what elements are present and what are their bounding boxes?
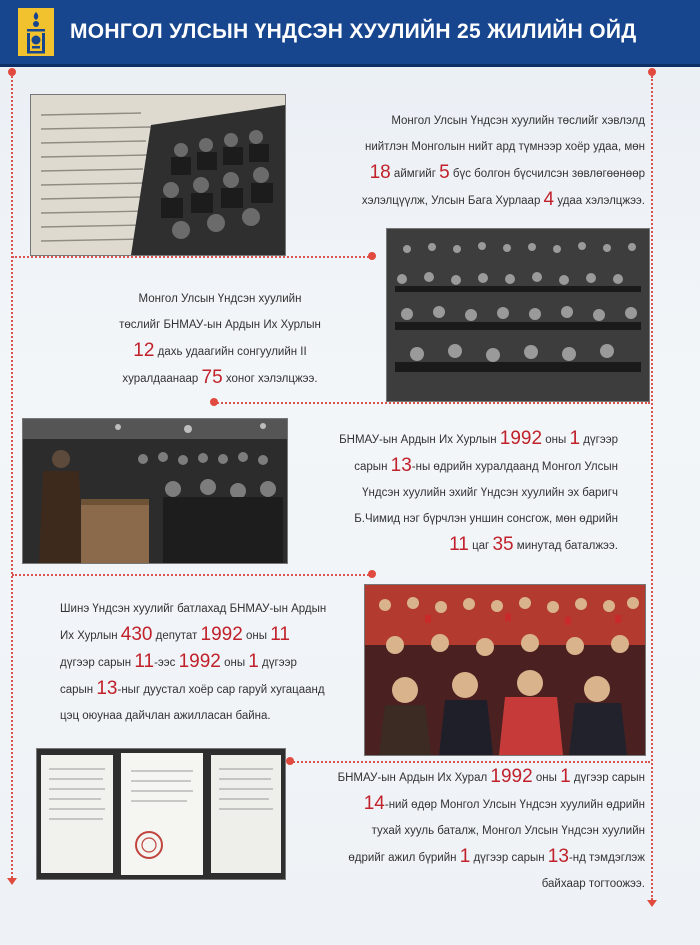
text-fragment: байхаар тогтоожээ. xyxy=(541,878,645,890)
text-fragment: дүгээр сарын xyxy=(60,657,135,669)
text-line xyxy=(70,365,370,392)
text-line xyxy=(300,108,645,134)
text-fragment: дүгээр xyxy=(580,434,618,446)
highlight-number: 5 xyxy=(439,162,450,183)
text-fragment: дахь удаагийн сонгуулийн II xyxy=(154,346,307,358)
highlight-number: 11 xyxy=(134,651,155,672)
text-line xyxy=(300,453,618,480)
text-line xyxy=(300,506,618,532)
text-line xyxy=(60,649,350,676)
highlight-number: 13 xyxy=(390,455,412,476)
text-line xyxy=(70,312,370,338)
text-fragment: төслийг БНМАУ-ын Ардын Их Хурлын xyxy=(119,319,321,331)
text-fragment: -ныг дуустал хоёр сар гаруй хугацаанд xyxy=(117,684,325,696)
text-line xyxy=(300,187,645,214)
timeline-dot xyxy=(648,68,656,76)
text-fragment: өдрийг ажил бүрийн xyxy=(348,852,460,864)
text-fragment: Их Хурлын xyxy=(60,630,121,642)
draft-document-meeting-photo xyxy=(30,94,286,256)
text-fragment: сарын xyxy=(354,461,391,473)
text-line xyxy=(70,286,370,312)
text-fragment: аймгийг xyxy=(390,168,440,180)
text-fragment: хоног хэлэлцжээ. xyxy=(222,373,318,385)
timeline-arrow-icon xyxy=(7,878,17,885)
text-line xyxy=(300,818,645,844)
text-fragment: Монгол Улсын Үндсэн хуулийн төслийг хэвлэлд xyxy=(391,115,645,127)
highlight-number: 12 xyxy=(133,340,155,361)
highlight-number: 11 xyxy=(449,534,469,555)
text-fragment: оны xyxy=(532,772,561,784)
text-line xyxy=(60,703,350,729)
text-fragment: цэц оюунаа дайчлан ажилласан байна. xyxy=(60,710,271,722)
speaker-podium-photo xyxy=(22,418,288,564)
text-fragment: БНМАУ-ын Ардын Их Хурал xyxy=(337,772,491,784)
text-line xyxy=(300,160,645,187)
text-fragment: Монгол Улсын Үндсэн хуулийн xyxy=(138,293,302,305)
text-fragment: цаг xyxy=(468,540,493,552)
text-block-5 xyxy=(300,764,645,897)
highlight-number: 1992 xyxy=(490,766,533,787)
text-block-4 xyxy=(60,596,350,729)
highlight-number: 1992 xyxy=(178,651,221,672)
text-block-3 xyxy=(300,426,618,559)
highlight-number: 1 xyxy=(248,651,259,672)
text-block-2 xyxy=(70,286,370,392)
text-fragment: -ээс xyxy=(154,657,179,669)
text-line xyxy=(60,622,350,649)
highlight-number: 18 xyxy=(369,162,391,183)
assembly-hall-photo xyxy=(386,228,650,402)
text-line xyxy=(300,791,645,818)
text-fragment: БНМАУ-ын Ардын Их Хурлын xyxy=(339,434,500,446)
text-fragment: минутад баталжээ. xyxy=(513,540,618,552)
page-title: МОНГОЛ УЛСЫН ҮНДСЭН ХУУЛИЙН 25 ЖИЛИЙН ОЙД xyxy=(70,20,637,43)
text-line xyxy=(300,764,645,791)
highlight-number: 1 xyxy=(459,846,471,867)
timeline-dot xyxy=(286,757,294,765)
highlight-number: 14 xyxy=(363,793,385,814)
timeline-dot xyxy=(368,252,376,260)
timeline-divider xyxy=(12,256,372,258)
text-fragment: депутат xyxy=(152,630,201,642)
text-fragment: дүгээр xyxy=(258,657,297,669)
text-fragment: -нд тэмдэглэж xyxy=(568,852,645,864)
highlight-number: 11 xyxy=(270,624,290,645)
text-fragment: дүгээр сарын xyxy=(570,772,645,784)
highlight-number: 75 xyxy=(201,367,223,388)
timeline-arrow-icon xyxy=(647,900,657,907)
text-fragment: хуралдаанаар xyxy=(122,373,202,385)
text-fragment: хэлэлцүүлж, Улсын Бага Хурлаар xyxy=(361,195,544,207)
timeline-left-line xyxy=(11,76,13,878)
highlight-number: 1 xyxy=(569,428,581,449)
highlight-number: 4 xyxy=(543,189,555,210)
text-line xyxy=(300,871,645,897)
timeline-divider xyxy=(290,761,650,763)
highlight-number: 1992 xyxy=(499,428,543,449)
text-fragment: Шинэ Үндсэн хуулийг батлахад БНМАУ-ын Ардын xyxy=(60,603,327,615)
law-document-photo xyxy=(36,748,286,880)
soyombo-emblem-icon xyxy=(18,8,54,56)
deputies-voting-photo xyxy=(364,584,646,756)
timeline-divider xyxy=(214,402,650,404)
text-fragment: -ны өдрийн хуралдаанд Монгол Улсын xyxy=(411,461,618,473)
text-line xyxy=(300,532,618,559)
text-fragment: оны xyxy=(542,434,570,446)
highlight-number: 13 xyxy=(547,846,569,867)
timeline-divider xyxy=(12,574,372,576)
text-fragment: дүгээр сарын xyxy=(470,852,548,864)
text-line xyxy=(300,134,645,160)
text-fragment: тухай хууль баталж, Монгол Улсын Үндсэн хуулийн xyxy=(371,825,645,837)
text-fragment: оны xyxy=(242,630,271,642)
text-fragment: оны xyxy=(220,657,249,669)
text-line xyxy=(70,338,370,365)
text-fragment: удаа хэлэлцжээ. xyxy=(554,195,645,207)
text-fragment: Б.Чимид нэг бүрчлэн уншин сонсгож, мөн өдрийн xyxy=(354,513,618,525)
text-line xyxy=(300,480,618,506)
highlight-number: 35 xyxy=(492,534,514,555)
highlight-number: 13 xyxy=(96,678,118,699)
text-block-1 xyxy=(300,108,645,214)
timeline-dot xyxy=(8,68,16,76)
text-line xyxy=(300,426,618,453)
text-fragment: нийтлэн Монголын нийт ард түмнээр хоёр удаа, мөн xyxy=(364,141,645,153)
text-fragment: Үндсэн хуулийн эхийг Үндсэн хуулийн эх баригч xyxy=(362,487,618,499)
header-banner xyxy=(0,0,700,67)
text-fragment: сарын xyxy=(60,684,97,696)
text-fragment: -ний өдөр Монгол Улсын Үндсэн хуулийн өдрийн xyxy=(384,799,645,811)
timeline-right-line xyxy=(651,76,653,900)
highlight-number: 1 xyxy=(560,766,571,787)
timeline-dot xyxy=(210,398,218,406)
text-line xyxy=(300,844,645,871)
timeline-dot xyxy=(368,570,376,578)
text-fragment: бүс болгон бүсчилсэн зөвлөгөөнөөр xyxy=(449,168,645,180)
text-line xyxy=(60,676,350,703)
highlight-number: 430 xyxy=(120,624,153,645)
highlight-number: 1992 xyxy=(200,624,243,645)
text-line xyxy=(60,596,350,622)
